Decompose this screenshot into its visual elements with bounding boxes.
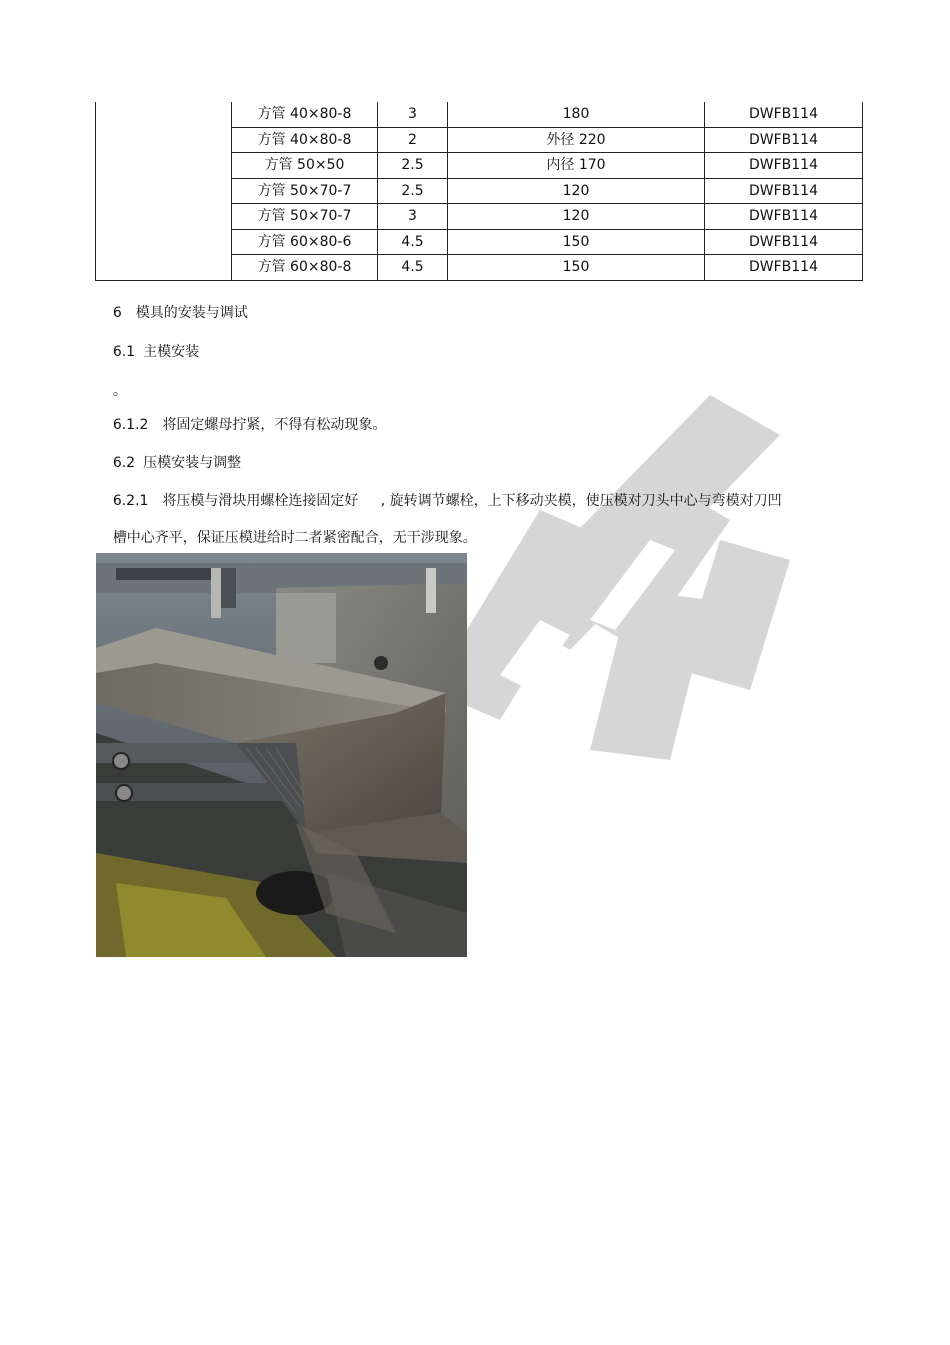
table-cell: DWFB114 [705, 255, 863, 281]
table-cell: 外径 220 [448, 127, 705, 153]
table-cell: DWFB114 [705, 102, 863, 127]
watermark-logo [420, 390, 800, 770]
table-cell: 120 [448, 204, 705, 230]
table-cell: 150 [448, 255, 705, 281]
table-cell: 方管 60×80-6 [232, 229, 378, 255]
table-cell: 方管 50×50 [232, 153, 378, 179]
table-cell: DWFB114 [705, 153, 863, 179]
table-cell: 方管 40×80-8 [232, 102, 378, 127]
table-row [96, 102, 863, 127]
table-cell: 3 [378, 102, 448, 127]
table-cell: DWFB114 [705, 127, 863, 153]
table-cell: 方管 50×70-7 [232, 178, 378, 204]
table-cell: 2 [378, 127, 448, 153]
section-6-2-1-line2: 槽中心齐平，保证压模进给时二者紧密配合，无干涉现象。 [112, 530, 477, 546]
table-cell: 方管 40×80-8 [232, 127, 378, 153]
table-cell: 方管 60×80-8 [232, 255, 378, 281]
section-6-heading: 6 模具的安装与调试 [112, 305, 248, 321]
table-cell: DWFB114 [705, 204, 863, 230]
section-6-1-fragment: 。 [112, 383, 127, 399]
table-cell-merged [96, 102, 232, 280]
table-cell: 3 [378, 204, 448, 230]
section-6-2-heading: 6.2 压模安装与调整 [112, 455, 242, 471]
section-6-1-heading: 6.1 主模安装 [112, 344, 200, 360]
press-die-photo [96, 553, 467, 957]
spec-table [95, 102, 863, 281]
table-cell: 内径 170 [448, 153, 705, 179]
table-cell: 4.5 [378, 255, 448, 281]
table-cell: 180 [448, 102, 705, 127]
section-6-2-1-line1: 6.2.1 将压模与滑块用螺栓连接固定好 , 旋转调节螺栓，上下移动夹模，使压模对刀头中心与弯模对刀凹 [112, 493, 782, 509]
table-cell: 2.5 [378, 178, 448, 204]
table-cell: 150 [448, 229, 705, 255]
table-cell: 120 [448, 178, 705, 204]
table-cell: 4.5 [378, 229, 448, 255]
table-cell: DWFB114 [705, 178, 863, 204]
table-cell: DWFB114 [705, 229, 863, 255]
section-6-1-2-text: 6.1.2 将固定螺母拧紧，不得有松动现象。 [112, 417, 387, 433]
table-cell: 方管 50×70-7 [232, 204, 378, 230]
table-cell: 2.5 [378, 153, 448, 179]
